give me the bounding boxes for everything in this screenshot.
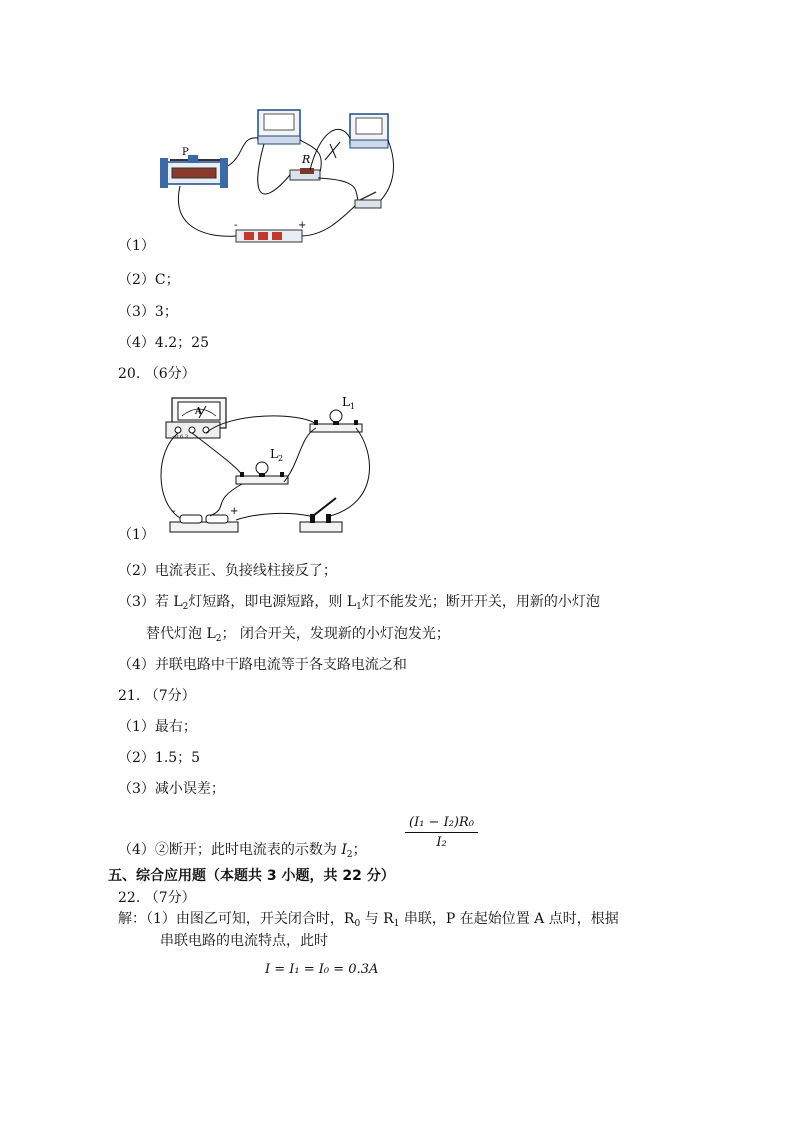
q21-answer-2: （2）1.5；5 (118, 750, 201, 766)
q21-answer-1: （1）最右； (118, 719, 197, 735)
q21-formula-denominator: I₂ (436, 835, 447, 850)
battery-minus-label-q20: - (172, 506, 176, 517)
ammeter-terminals-label: - 0.6 3 (172, 434, 189, 440)
battery-plus-label: + (298, 220, 307, 231)
q20-answer-2: （2）电流表正、负接线柱接反了； (118, 563, 337, 579)
q21-header: 21. （7分） (118, 688, 196, 704)
q21-formula (405, 815, 478, 850)
lamp-l2 (236, 447, 288, 484)
battery (234, 220, 306, 242)
battery-minus-label: - (234, 220, 238, 231)
l2-sub: 2 (277, 454, 284, 463)
q19-answer-4: （4）4.2；25 (118, 335, 209, 351)
q20-header: 20. （6分） (118, 366, 196, 382)
l1-label: L (342, 395, 350, 409)
svg-text:L2 (270, 447, 283, 463)
ammeter (166, 398, 226, 440)
q22-header: 22. （7分） (118, 890, 196, 906)
switch (355, 192, 381, 208)
resistor-r-label: R (302, 153, 311, 166)
q19-answer-2: （2）C； (118, 272, 180, 288)
q20-answer-4: （4）并联电路中干路电流等于各支路电流之和 (118, 657, 407, 673)
lamp-l1 (310, 395, 362, 432)
ammeter-a-label: A (195, 407, 202, 417)
q22-equation: I = I₁ = I₀ = 0.3A (265, 962, 379, 977)
l2-label: L (270, 447, 278, 461)
rheostat (160, 147, 228, 188)
q20-answer-1: （1） (118, 527, 155, 543)
q19-answer-3: （3）3； (118, 304, 178, 320)
q22-solution-line-2: 串联电路的电流特点，此时 (160, 933, 328, 949)
resistor-r (290, 153, 320, 180)
battery-plus-label-q20: + (230, 506, 239, 517)
rheostat-p-label: P (182, 147, 189, 158)
circuit-diagram-q19 (150, 100, 410, 250)
q19-answer-1: （1） (118, 238, 155, 254)
circuit-diagram-q20 (150, 392, 380, 542)
q22-solution-line-1: 解：（1）由图乙可知，开关闭合时，$R_0$ 与 $R_1$ 串联，P 在起始位置 A 点时，根据 (118, 911, 619, 929)
q20-answer-3: （3）若 $L_2$灯短路，即电源短路，则 $L_1$灯不能发光；断开开关，用新的小灯泡 (118, 594, 600, 612)
q21-answer-3: （3）减小误差； (118, 781, 225, 797)
q21-answer-4: （4）②断开；此时电流表的示数为 $I_2$； (118, 842, 367, 860)
svg-text:L1 (342, 395, 355, 411)
meter-1 (258, 110, 300, 144)
q20-answer-3-cont: 替代灯泡 $L_2$； 闭合开关，发现新的小灯泡发光； (146, 626, 450, 644)
meter-2 (350, 114, 388, 148)
section-5-title: 五、综合应用题（本题共 3 小题，共 22 分） (108, 868, 395, 884)
battery-q20 (170, 506, 238, 532)
q21-formula-numerator: (I₁ − I₂)R₀ (405, 815, 478, 833)
l1-sub: 1 (349, 402, 356, 411)
